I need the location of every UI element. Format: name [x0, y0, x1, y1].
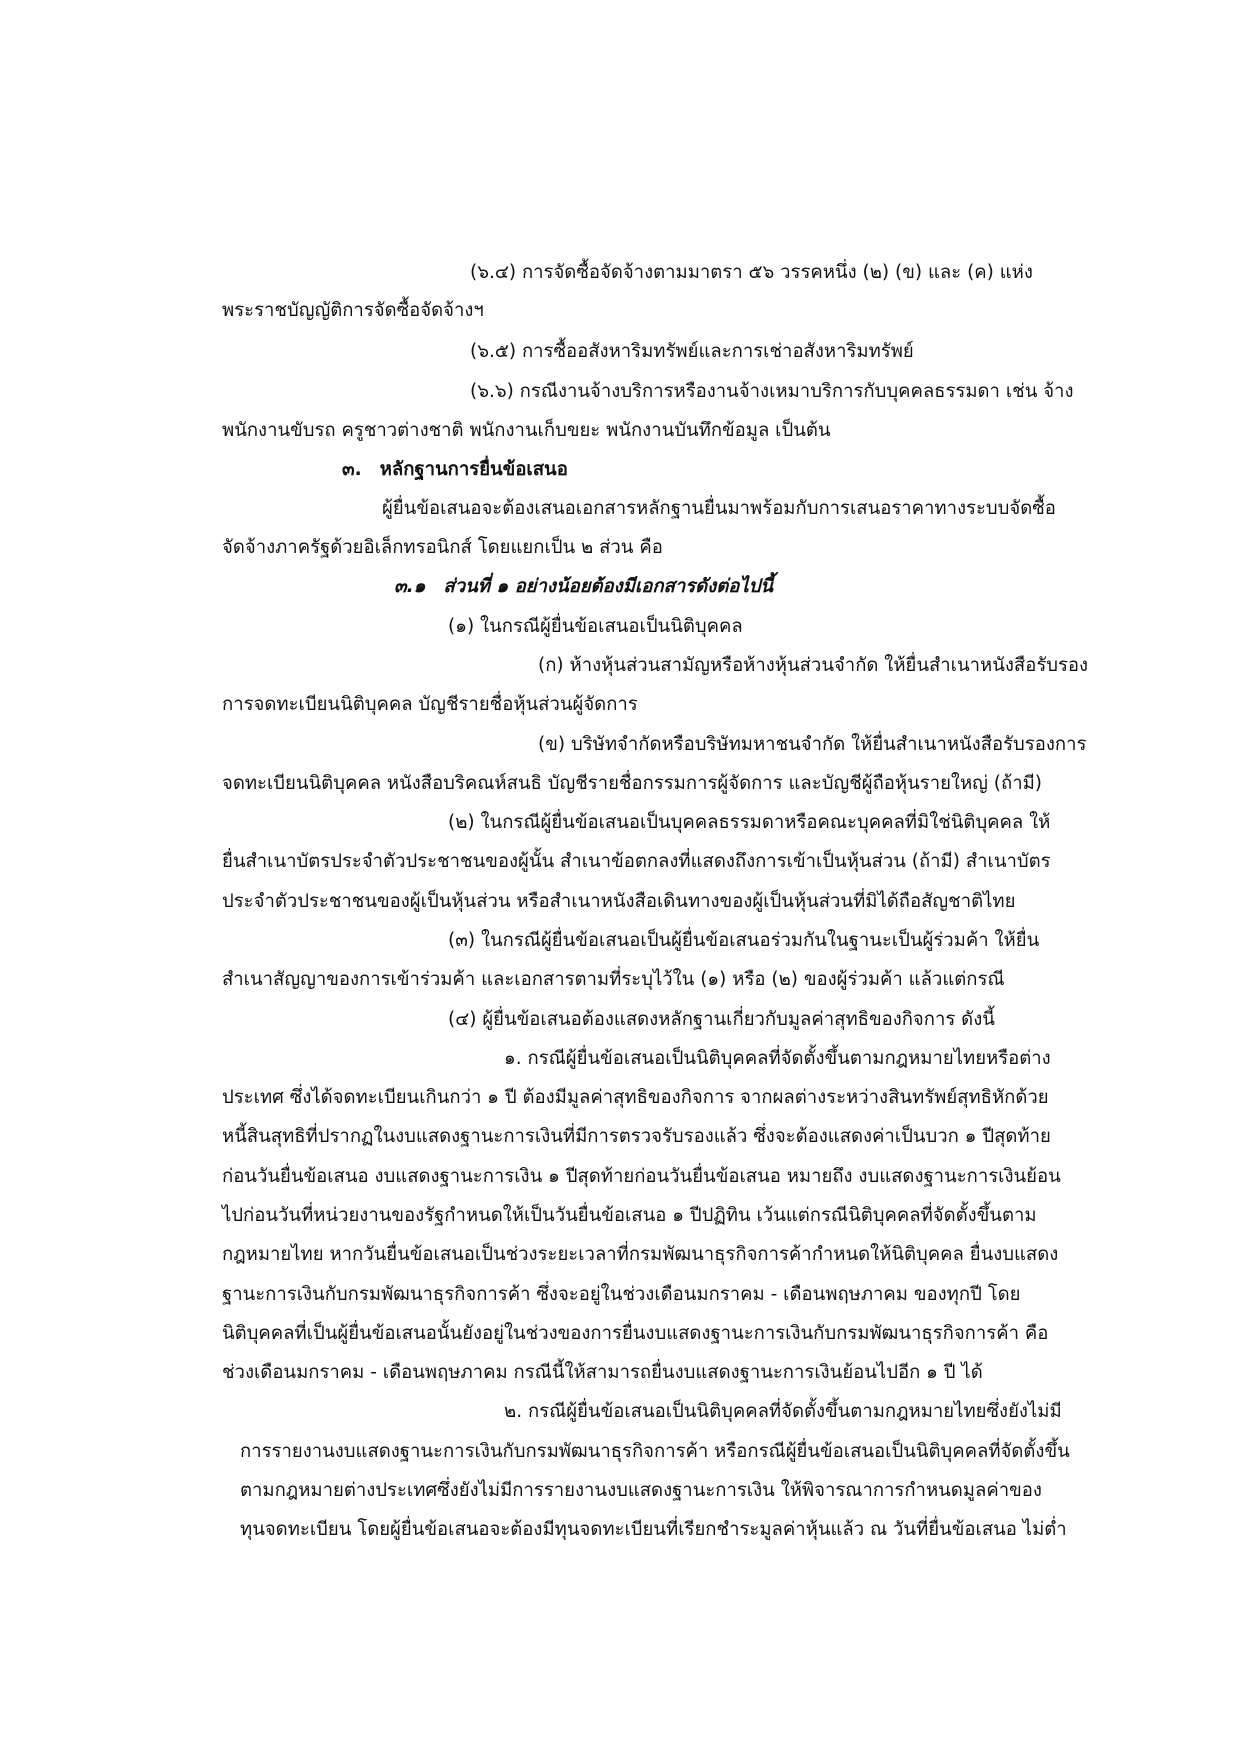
list-item: (๑) ในกรณีผู้ยื่นข้อเสนอเป็นนิติบุคคล: [448, 616, 743, 637]
list-item: ๒. กรณีผู้ยื่นข้อเสนอเป็นนิติบุคคลที่จัดตั้งขึ้นตามกฎหมายไทยซึ่งยังไม่มี: [504, 1401, 1062, 1422]
list-item: (๔) ผู้ยื่นข้อเสนอต้องแสดงหลักฐานเกี่ยวกับมูลค่าสุทธิของกิจการ ดังนี้: [448, 1009, 995, 1030]
subsection-title: ส่วนที่ ๑ อย่างน้อยต้องมีเอกสารดังต่อไปนี้: [443, 576, 774, 597]
paragraph-line: จดทะเบียนนิติบุคคล หนังสือบริคณห์สนธิ บัญชีรายชื่อกรรมการผู้จัดการ และบัญชีผู้ถือหุ้นรายใหญ่ (ถ้ามี): [222, 773, 1043, 794]
section-heading: [342, 455, 568, 485]
paragraph-line: ประจำตัวประชาชนของผู้เป็นหุ้นส่วน หรือสำเนาหนังสือเดินทางของผู้เป็นหุ้นส่วนที่มิได้ถือสัญชาติไทย: [222, 891, 1016, 912]
paragraph-line: (๖.๕) การซื้ออสังหาริมทรัพย์และการเช่าอสังหาริมทรัพย์: [470, 341, 914, 362]
paragraph-line: นิติบุคคลที่เป็นผู้ยื่นข้อเสนอนั้นยังอยู่ในช่วงของการยื่นงบแสดงฐานะการเงินกับกรมพัฒนาธุรกิจการค้า คือ: [222, 1323, 1049, 1344]
paragraph-line: ฐานะการเงินกับกรมพัฒนาธุรกิจการค้า ซึ่งจะอยู่ในช่วงเดือนมกราคม - เดือนพฤษภาคม ของทุกปี โดย: [222, 1284, 1021, 1305]
paragraph-line: สำเนาสัญญาของการเข้าร่วมค้า และเอกสารตามที่ระบุไว้ใน (๑) หรือ (๒) ของผู้ร่วมค้า แล้วแต่กรณี: [222, 969, 1005, 990]
section-number: ๓.: [342, 459, 362, 480]
subsection-number: ๓.๑: [394, 576, 426, 597]
paragraph-line: พนักงานขับรถ ครูชาวต่างชาติ พนักงานเก็บขยะ พนักงานบันทึกข้อมูล เป็นต้น: [222, 420, 831, 441]
section-title: หลักฐานการยื่นข้อเสนอ: [379, 459, 568, 480]
paragraph-line: ประเทศ ซึ่งได้จดทะเบียนเกินกว่า ๑ ปี ต้องมีมูลค่าสุทธิของกิจการ จากผลต่างระหว่างสินทรัพย์สุทธิหักด้วย: [222, 1087, 1049, 1108]
list-item: (๒) ในกรณีผู้ยื่นข้อเสนอเป็นบุคคลธรรมดาหรือคณะบุคคลที่มิใช่นิติบุคคล ให้: [448, 812, 1051, 833]
list-item: (ก) ห้างหุ้นส่วนสามัญหรือห้างหุ้นส่วนจำกัด ให้ยื่นสำเนาหนังสือรับรอง: [538, 655, 1089, 676]
paragraph-line: การรายงานงบแสดงฐานะการเงินกับกรมพัฒนาธุรกิจการค้า หรือกรณีผู้ยื่นข้อเสนอเป็นนิติบุคคลที่จัดตั้งขึ้น: [240, 1441, 1070, 1462]
list-item: (ข) บริษัทจำกัดหรือบริษัทมหาชนจำกัด ให้ยื่นสำเนาหนังสือรับรองการ: [538, 734, 1087, 755]
paragraph-line: ช่วงเดือนมกราคม - เดือนพฤษภาคม กรณีนี้ให้สามารถยื่นงบแสดงฐานะการเงินย้อนไปอีก ๑ ปี ได้: [222, 1362, 983, 1383]
paragraph-line: ผู้ยื่นข้อเสนอจะต้องเสนอเอกสารหลักฐานยื่นมาพร้อมกับการเสนอราคาทางระบบจัดซื้อ: [382, 498, 1056, 519]
paragraph-line: ทุนจดทะเบียน โดยผู้ยื่นข้อเสนอจะต้องมีทุนจดทะเบียนที่เรียกชำระมูลค่าหุ้นแล้ว ณ วันที่ยื่นข้อเสนอ ไม่ต่ำ: [240, 1519, 1067, 1540]
list-item: ๑. กรณีผู้ยื่นข้อเสนอเป็นนิติบุคคลที่จัดตั้งขึ้นตามกฎหมายไทยหรือต่าง: [504, 1048, 1051, 1069]
paragraph-line: พระราชบัญญัติการจัดซื้อจัดจ้างฯ: [222, 300, 484, 321]
list-item: (๓) ในกรณีผู้ยื่นข้อเสนอเป็นผู้ยื่นข้อเสนอร่วมกันในฐานะเป็นผู้ร่วมค้า ให้ยื่น: [448, 930, 1040, 951]
paragraph-line: (๖.๔) การจัดซื้อจัดจ้างตามมาตรา ๕๖ วรรคหนึ่ง (๒) (ข) และ (ค) แห่ง: [470, 262, 1033, 283]
paragraph-line: กฎหมายไทย หากวันยื่นข้อเสนอเป็นช่วงระยะเวลาที่กรมพัฒนาธุรกิจการค้ากำหนดให้นิติบุคคล ยื่นงบแสดง: [222, 1244, 1059, 1265]
paragraph-line: จัดจ้างภาครัฐด้วยอิเล็กทรอนิกส์ โดยแยกเป็น ๒ ส่วน คือ: [222, 537, 663, 558]
paragraph-line: ไปก่อนวันที่หน่วยงานของรัฐกำหนดให้เป็นวันยื่นข้อเสนอ ๑ ปีปฏิทิน เว้นแต่กรณีนิติบุคคลที่จัดตั้งขึ้นตาม: [222, 1205, 1037, 1226]
subsection-heading: [394, 572, 773, 602]
paragraph-line: (๖.๖) กรณีงานจ้างบริการหรืองานจ้างเหมาบริการกับบุคคลธรรมดา เช่น จ้าง: [470, 381, 1074, 402]
paragraph-line: การจดทะเบียนนิติบุคคล บัญชีรายชื่อหุ้นส่วนผู้จัดการ: [222, 694, 638, 715]
paragraph-line: ตามกฎหมายต่างประเทศซึ่งยังไม่มีการรายงานงบแสดงฐานะการเงิน ให้พิจารณาการกำหนดมูลค่าของ: [240, 1480, 1042, 1501]
paragraph-line: ยื่นสำเนาบัตรประจำตัวประชาชนของผู้นั้น สำเนาข้อตกลงที่แสดงถึงการเข้าเป็นหุ้นส่วน (ถ้ามี) สำเนาบัตร: [222, 851, 1051, 872]
paragraph-line: ก่อนวันยื่นข้อเสนอ งบแสดงฐานะการเงิน ๑ ปีสุดท้ายก่อนวันยื่นข้อเสนอ หมายถึง งบแสดงฐานะการเงินย้อน: [222, 1166, 1061, 1187]
paragraph-line: หนี้สินสุทธิที่ปรากฏในงบแสดงฐานะการเงินที่มีการตรวจรับรองแล้ว ซึ่งจะต้องแสดงค่าเป็นบวก ๑ ปีสุดท้าย: [222, 1126, 1051, 1147]
